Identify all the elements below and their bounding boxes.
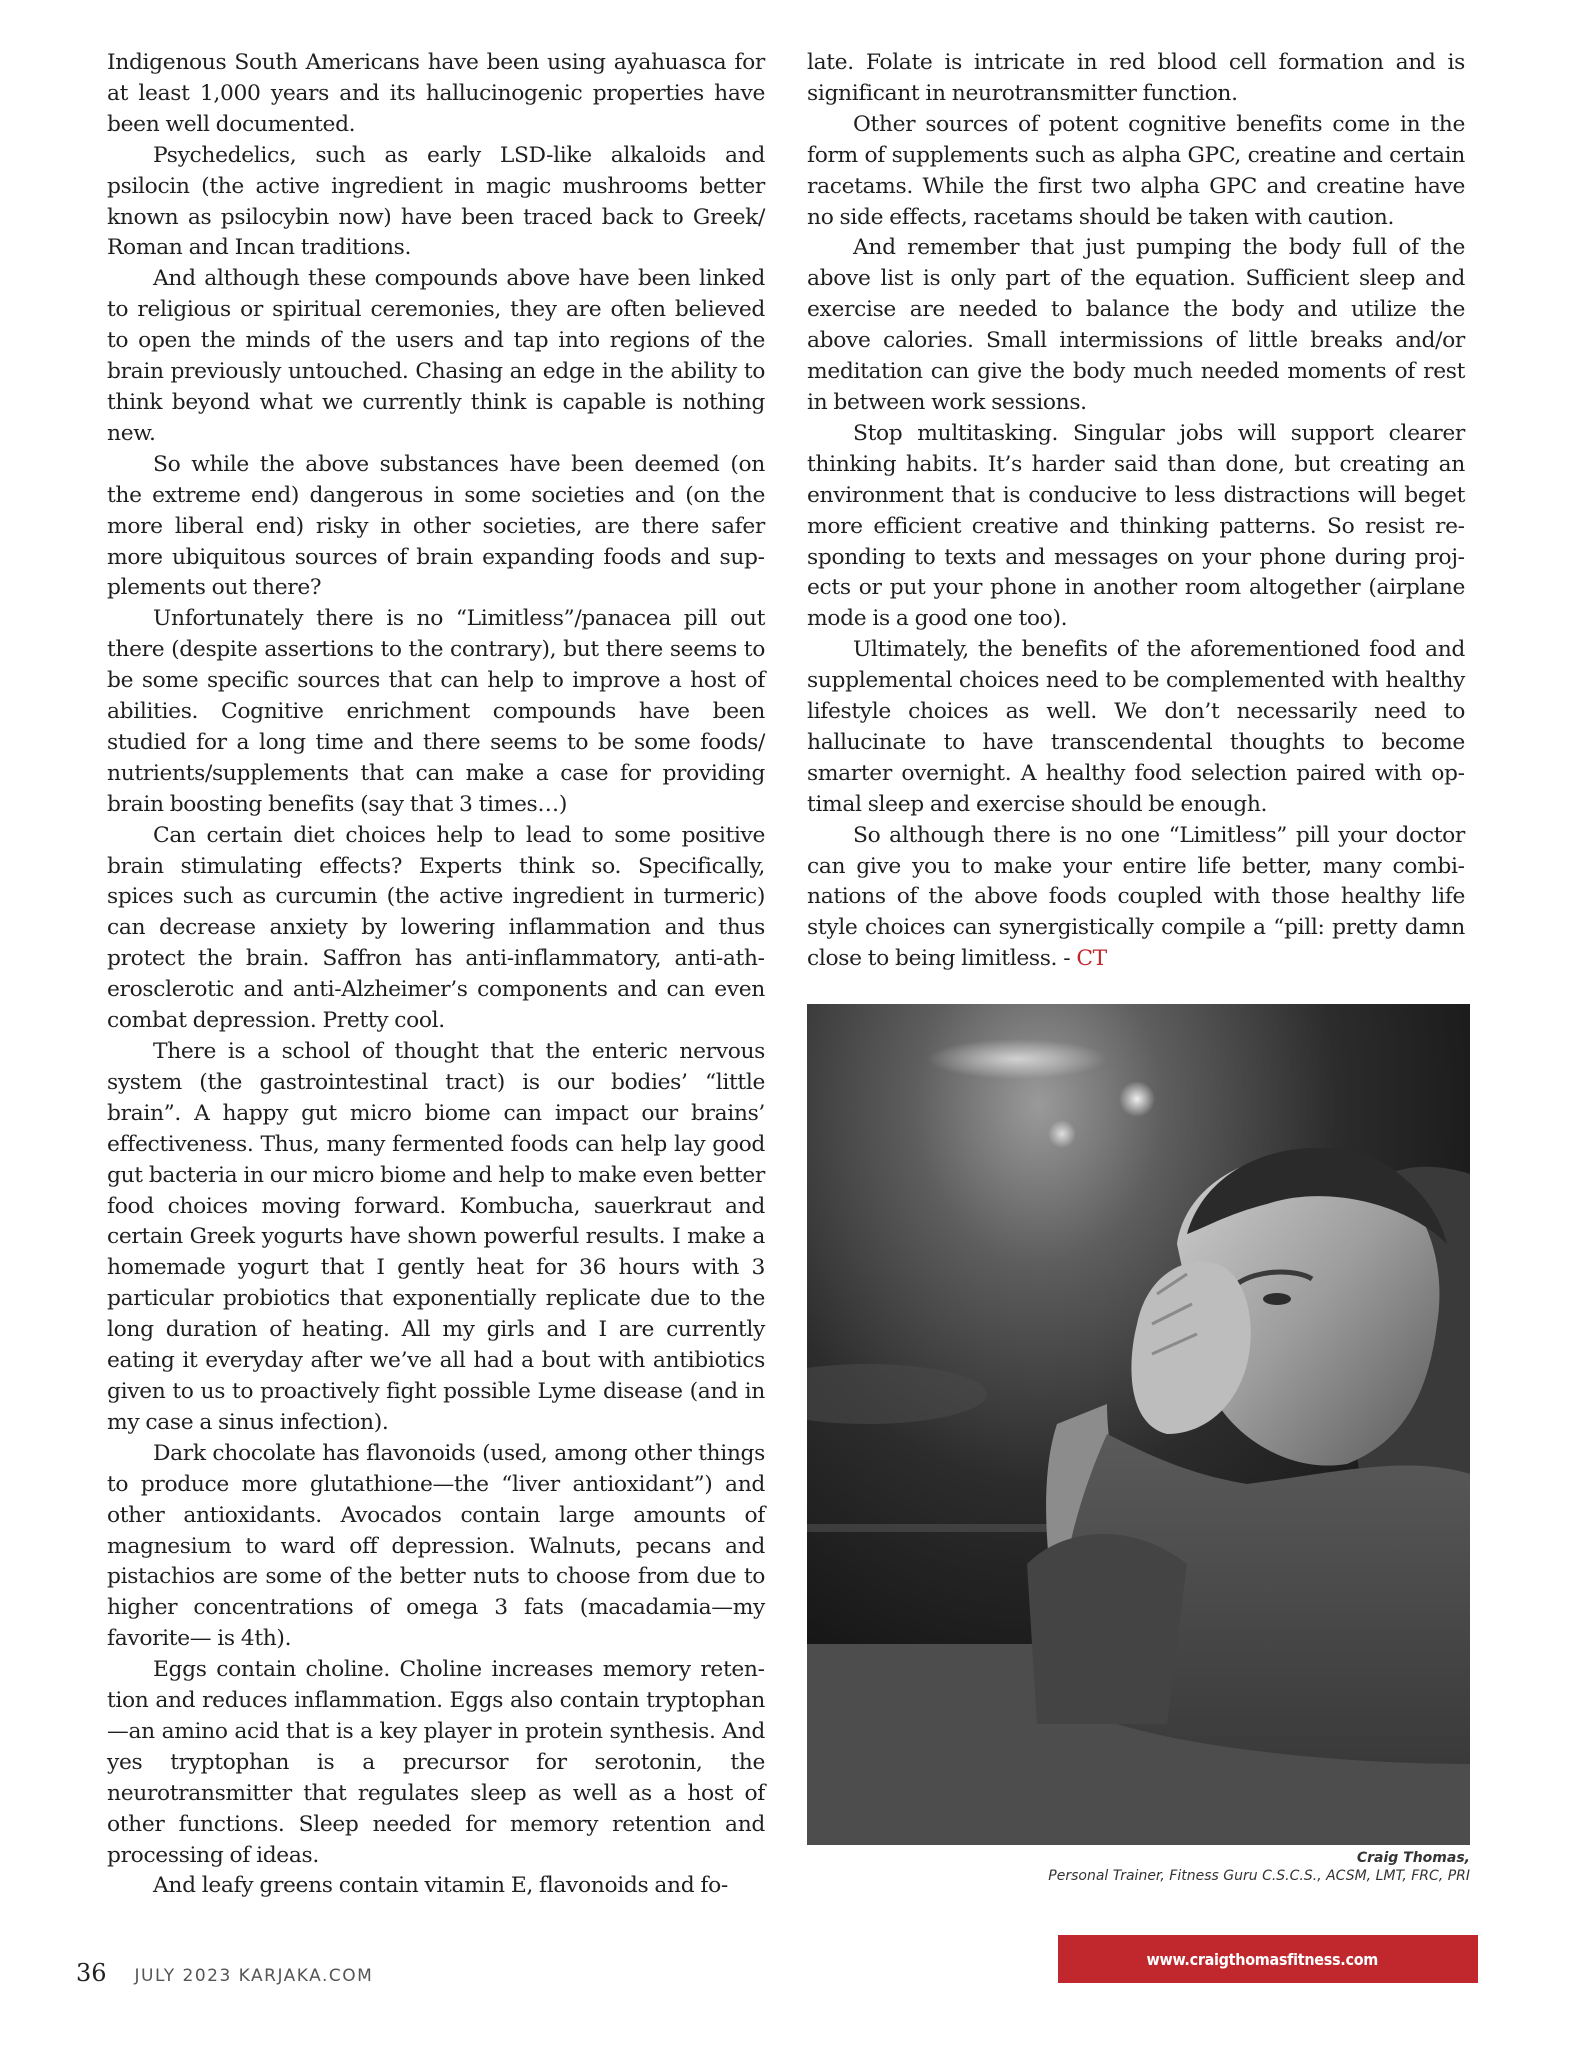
paragraph: Dark chocolate has flavonoids (used, among other things to produce more glutathione—the “liver antioxidant”) and other antioxidants. Avocados contain large amounts of magnesium to ward off depression. Walnuts, pecans and pistachios are some of the better nuts to choose from due to higher concentrations of omega 3 fats (macadamia—my favorite— is 4th). bbox=[107, 1440, 765, 1652]
paragraph: So while the above substances have been deemed (on the extreme end) dangerous in some societies and (on the more liberal end) risky in other societies, are there safer more ubiquitous sources of brain expanding foods and supplements out there? bbox=[107, 451, 765, 601]
paragraph: Indigenous South Americans have been using ayahuasca for at least 1,000 years and its hallucinogenic properties have been well documented. bbox=[107, 50, 765, 137]
website-banner[interactable] bbox=[1058, 1935, 1478, 1983]
paragraph: There is a school of thought that the enteric nervous system (the gastrointestinal tract) is our bodies’ “little brain”. A happy gut micro biome can impact our brains’ effectiveness. Thus, many fermented foods can help lay good gut bacteria in our micro biome and help to make even better food choices moving forward. Kombucha, sauerkraut and certain Greek yogurts have shown powerful results. I make a homemade yogurt that I gently heat for 36 hours with 3 particular probiotics that exponentially replicate due to the long duration of heating. All my girls and I are currently eating it everyday after we’ve all had a bout with antibiotics given to us to proactively fight possible Lyme disease (and in my case a sinus infection). bbox=[107, 1039, 765, 1435]
paragraph: Can certain diet choices help to lead to some positive brain stimulating effects? Experts think so. Specifically, spices such as curcumin (the active ingredient in turmeric) can decrease anxiety by lowering inflammation and thus protect the brain. Saffron has anti-inflammatory, anti-atherosclerotic and anti-Alzheimer’s components and can even combat depression. Pretty cool. bbox=[107, 822, 765, 1034]
paragraph-text: So although there is no one “Limitless” pill your doctor can give you to make your entire life better, many combinations of the above foods coupled with those healthy life style choices can synergistically compile a “pill: pretty damn close to being limitless. - bbox=[807, 822, 1465, 972]
page-footer bbox=[76, 1959, 373, 1987]
caption-name: Craig Thomas, bbox=[1356, 1850, 1470, 1866]
paragraph: Ultimately, the benefits of the aforementioned food and supplemental choices need to be complemented with healthy lifestyle choices as well. We don’t necessarily need to hallucinate to have transcendental thoughts to become smarter overnight. A healthy food selection paired with optimal sleep and exercise should be enough. bbox=[807, 637, 1465, 817]
paragraph: Unfortunately there is no “Limitless”/panacea pill out there (despite assertions to the contrary), but there seems to be some specific sources that can help to improve a host of abilities. Cognitive enrichment compounds have been studied for a long time and there seems to be some foods/ nutrients/supplements that can make a case for providing brain boosting benefits (say that 3 times…) bbox=[107, 606, 765, 817]
photo-caption bbox=[1048, 1849, 1470, 1885]
page-number: 36 bbox=[76, 1959, 107, 1987]
paragraph: Eggs contain choline. Choline increases memory retention and reduces inflammation. Eggs also contain tryptophan—an amino acid that is a key player in protein synthesis. And yes tryptophan is a precursor for serotonin, the neurotransmitter that regulates sleep as well as a host of other functions. Sleep needed for memory retention and processing of ideas. bbox=[107, 1657, 765, 1868]
paragraph: Stop multitasking. Singular jobs will support clearer thinking habits. It’s harder said than done, but creating an environment that is conducive to less distractions will beget more efficient creative and thinking patterns. So resist responding to texts and messages on your phone during projects or put your phone in another room altogether (airplane mode is a good one too). bbox=[807, 420, 1465, 632]
portrait-photo bbox=[807, 1004, 1470, 1845]
issue-label: JULY 2023 KARJAKA.COM bbox=[134, 1966, 374, 1986]
paragraph: And remember that just pumping the body full of the above list is only part of the equation. Sufficient sleep and exercise are needed to balance the body and utilize the above calories. Small intermissions of little breaks and/or meditation can give the body much needed moments of rest in between work sessions. bbox=[807, 235, 1465, 415]
caption-role: Personal Trainer, Fitness Guru C.S.C.S., ACSM, LMT, FRC, PRI bbox=[1048, 1868, 1470, 1884]
article-column-left bbox=[107, 48, 765, 1902]
author-signature: CT bbox=[1076, 946, 1107, 972]
paragraph: Other sources of potent cognitive benefits come in the form of supplements such as alpha GPC, creatine and certain racetams. While the first two alpha GPC and creatine have no side effects, racetams should be taken with caution. bbox=[807, 111, 1465, 230]
paragraph: late. Folate is intricate in red blood cell formation and is significant in neurotransmitter function. bbox=[807, 50, 1465, 106]
website-link[interactable]: www.craigthomasfitness.com bbox=[1146, 1949, 1378, 1969]
portrait-illustration bbox=[807, 1004, 1470, 1845]
paragraph: And although these compounds above have been linked to religious or spiritual ceremonies, they are often believed to open the minds of the users and tap into regions of the brain previously untouched. Chasing an edge in the ability to think beyond what we currently think is capable is nothing new. bbox=[107, 266, 765, 446]
paragraph-last bbox=[807, 821, 1465, 976]
paragraph: And leafy greens contain vitamin E, flavonoids and fo- bbox=[153, 1873, 728, 1899]
article-column-right bbox=[807, 48, 1465, 975]
paragraph: Psychedelics, such as early LSD-like alkaloids and psilocin (the active ingredient in magic mushrooms better known as psilocybin now) have been traced back to Greek/ Roman and Incan traditions. bbox=[107, 142, 765, 261]
